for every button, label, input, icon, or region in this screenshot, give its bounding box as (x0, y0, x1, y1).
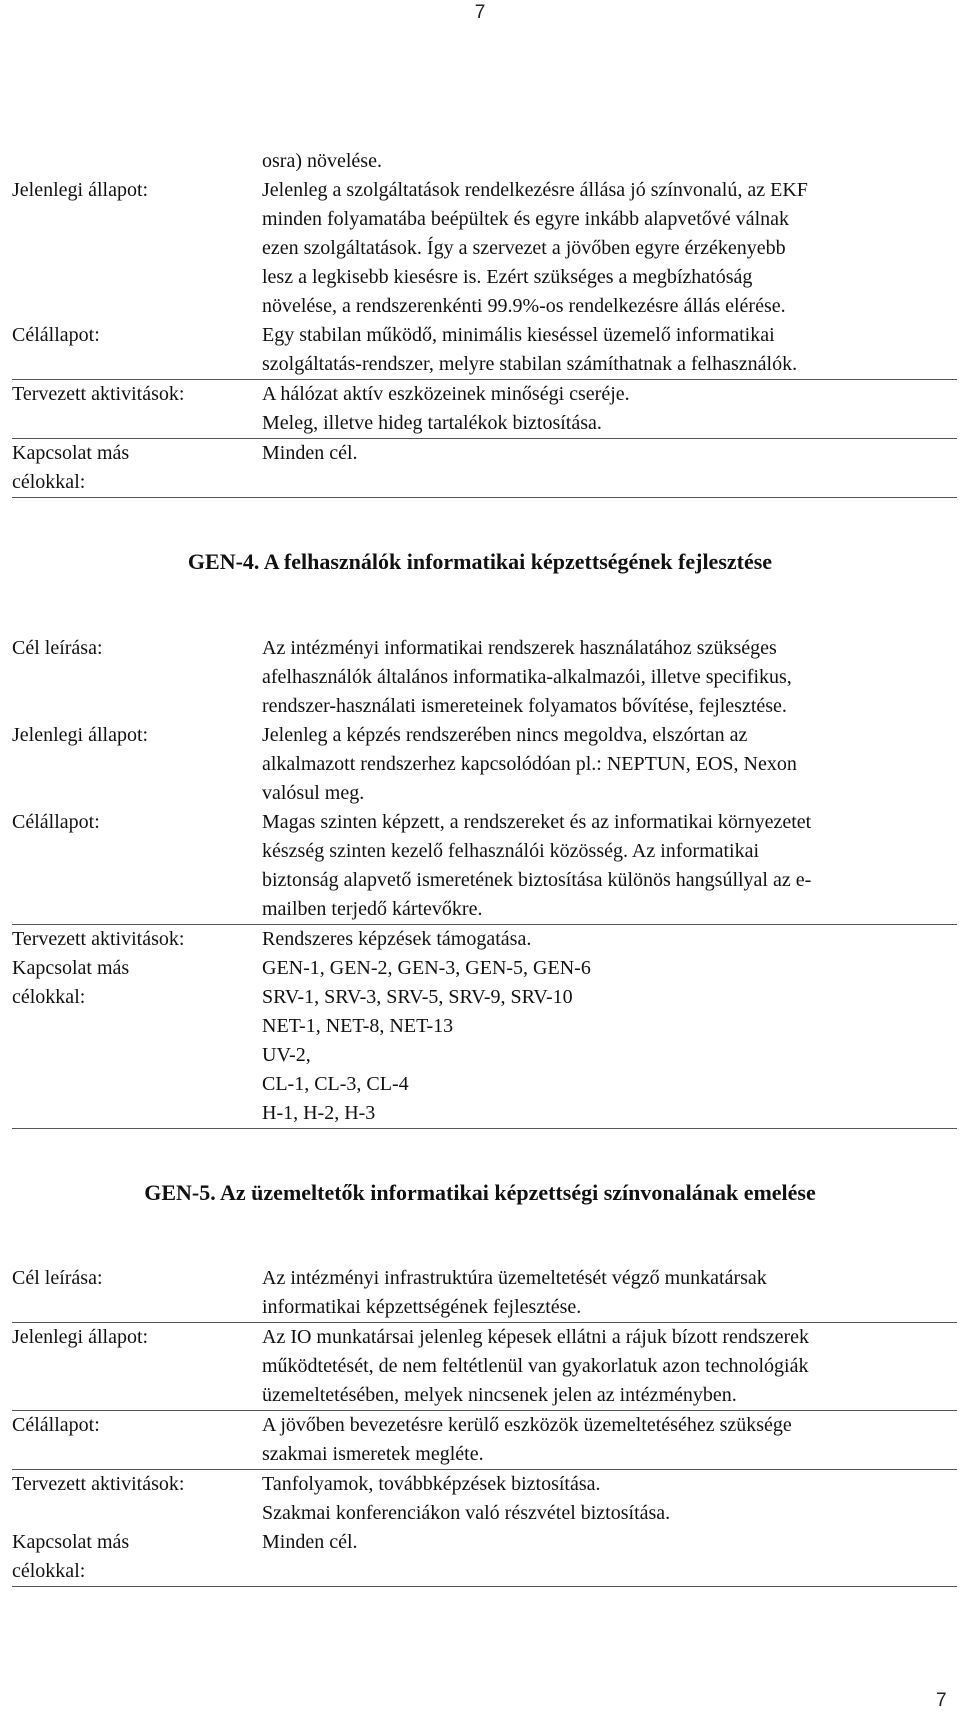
row-value: Jelenleg a szolgáltatások rendelkezésre állása jó színvonalú, az EKF minden folyamatába beépültek és egyre inkább alapvetővé válnak ezen szolgáltatások. Így a szervezet a jövőben egyre érzékenyebb lesz a legkisebb kiesésre is. Ezért szükséges a megbízhatóság növelése, a rendszerenkénti 99.9%-os rendelkezésre állás elérése. (262, 179, 808, 317)
table-row (12, 1323, 957, 1411)
table-row (12, 954, 957, 1129)
row-value: Minden cél. (262, 442, 358, 464)
row-value: A jövőben bevezetésre kerülő eszközök üzemeltetéséhez szüksége szakmai ismeretek megléte. (262, 1414, 792, 1465)
row-label: Jelenlegi állapot: (12, 1326, 149, 1348)
table-row (12, 1470, 957, 1528)
row-label: Célállapot: (12, 811, 100, 833)
row-value: Az intézményi infrastruktúra üzemeltetését végző munkatársak informatikai képzettségének fejlesztése. (262, 1267, 767, 1318)
table-row (12, 380, 957, 439)
table-gen4 (12, 634, 957, 1129)
row-label: Cél leírása: (12, 637, 103, 659)
row-label: Kapcsolat más célokkal: (12, 442, 130, 493)
table-row (12, 1528, 957, 1587)
row-label: Tervezett aktivitások: (12, 383, 185, 405)
row-value: Egy stabilan működő, minimális kieséssel üzemelő informatikai szolgáltatás-rendszer, melyre stabilan számíthatnak a felhasználók. (262, 324, 798, 375)
row-label: Kapcsolat más célokkal: (12, 957, 130, 1008)
table-gen5 (12, 1264, 957, 1587)
row-label: Tervezett aktivitások: (12, 928, 185, 950)
table-row (12, 1264, 957, 1323)
row-label: Célállapot: (12, 324, 100, 346)
row-value: Tanfolyamok, továbbképzések biztosítása. Szakmai konferenciákon való részvétel biztosítása. (262, 1473, 671, 1524)
table-row (12, 808, 957, 925)
row-value: Az IO munkatársai jelenleg képesek ellátni a rájuk bízott rendszerek működtetését, de nem feltétlenül van gyakorlatuk azon technológiák üzemeltetésében, melyek nincsenek jelen az intézményben. (262, 1326, 809, 1406)
table-row (12, 321, 957, 380)
table-row (12, 147, 957, 176)
page-number-top: 7 (474, 2, 486, 23)
table-row (12, 634, 957, 721)
row-label: Célállapot: (12, 1414, 100, 1436)
row-value: Az intézményi informatikai rendszerek használatához szükséges afelhasználók általános informatika-alkalmazói, illetve specifikus, rendszer-használati ismereteinek folyamatos bővítése, fejlesztése. (262, 637, 792, 717)
table-row (12, 925, 957, 954)
row-label: Cél leírása: (12, 1267, 103, 1289)
row-label: Tervezett aktivitások: (12, 1473, 185, 1495)
row-value: osra) növelése. (262, 150, 382, 172)
row-label: Kapcsolat más célokkal: (12, 1531, 130, 1582)
table-row (12, 176, 957, 321)
table-row (12, 1411, 957, 1470)
row-value: A hálózat aktív eszközeinek minőségi cseréje. Meleg, illetve hideg tartalékok biztosítása. (262, 383, 630, 434)
row-value: GEN-1, GEN-2, GEN-3, GEN-5, GEN-6 SRV-1, SRV-3, SRV-5, SRV-9, SRV-10 NET-1, NET-8, NET-13 UV-2, CL-1, CL-3, CL-4 H-1, H-2, H-3 (262, 957, 591, 1124)
page-number-bottom: 7 (936, 1690, 947, 1711)
row-label: Jelenlegi állapot: (12, 724, 149, 746)
section-heading-gen5: GEN-5. Az üzemeltetők informatikai képzettségi színvonalának emelése (144, 1180, 816, 1205)
row-value: Minden cél. (262, 1531, 358, 1553)
row-value: Rendszeres képzések támogatása. (262, 928, 532, 950)
table-top-section (12, 147, 957, 498)
row-label: Jelenlegi állapot: (12, 179, 149, 201)
section-heading-gen4: GEN-4. A felhasználók informatikai képzettségének fejlesztése (187, 549, 773, 574)
table-row (12, 721, 957, 808)
table-row (12, 439, 957, 498)
row-value: Jelenleg a képzés rendszerében nincs megoldva, elszórtan az alkalmazott rendszerhez kapcsolódóan pl.: NEPTUN, EOS, Nexon valósul meg. (262, 724, 797, 804)
row-value: Magas szinten képzett, a rendszereket és az informatikai környezetet készség szinten kezelő felhasználói közösség. Az informatikai biztonság alapvető ismeretének biztosítása különös hangsúllyal az e- mailben terjedő kártevőkre. (262, 811, 812, 920)
